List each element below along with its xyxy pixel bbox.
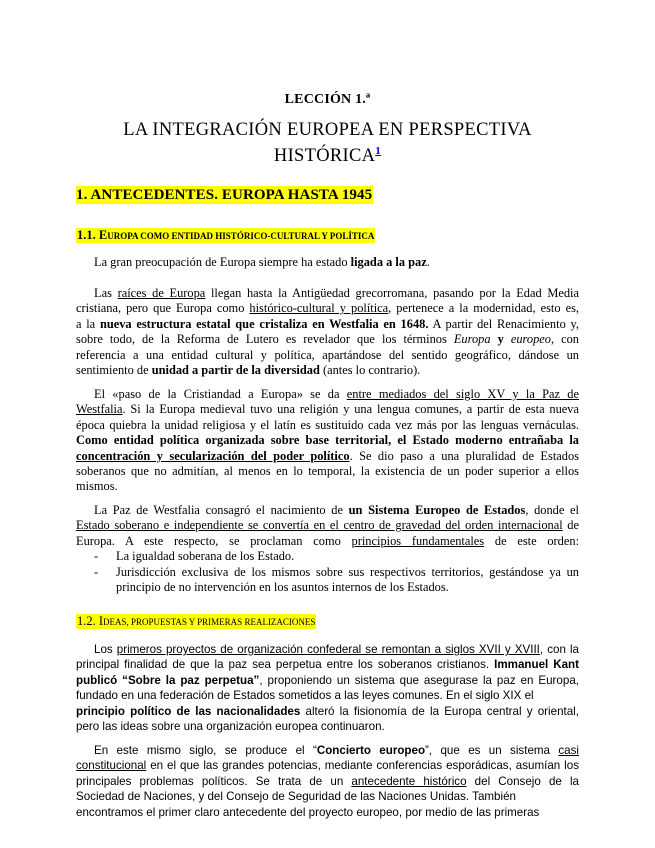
page-title xyxy=(100,120,555,166)
footnote-link[interactable]: 1 xyxy=(375,145,382,157)
document-page: LECCIÓN 1.ª LA INTEGRACIÓN EUROPEA EN PERSPECTIVA HISTÓRICA$^1$ 1. ANTECEDENTES. EUROPA HASTA 1945 1.1. EUROPA COMO ENTIDAD HISTÓRICO-CULTURAL Y POLÍTICA La gran preocupación de Europa siempre ha estado ligada a la paz. Las raíces de Europa llegan hasta la Antigüedad grecorromana, pasando por la Edad Media cristiana, pero que Europa como histórico-cultural y política, pertenece a la modernidad, esto es, a la nueva estructura estatal que cristaliza en Westfalia en 1648. A partir del Renacimiento y, sobre todo, de la Reforma de Lutero es revelador que los términos Europa y europeo, con referencia a una entidad cultural y política, apartándose del sentido geográfico, dándose un sentimiento de unidad a partir de la diversidad (antes lo contrario). El «paso de la Cristiandad a Europa» se da entre mediados del siglo XV y la Paz de Westfalia. Si la Europa medieval tuvo una religión y una lengua comunes, a partir de esta nueva época quiebra la unidad religiosa y el latín es sustituido cada vez más por las lenguas vernáculas. Como entidad política organizada sobre base territorial, el Estado moderno entrañaba la concentración y secularización del poder político. Se dio paso a una pluralidad de Estados soberanos que no admitían, al menos en lo temporal, la existencia de un poder superior a ellos mismos. La Paz de Westfalia consagró el nacimiento de un Sistema Europeo de Estados, donde el Estado soberano e independiente se convertía en el centro de gravedad del orden internacional de Europa. A este respecto, se proclaman como principios fundamentales de este orden: - La igualdad soberana de los Estado. - Jurisdicción exclusiva de los mismos sobre sus respectivos territorios, gestándose ya un principio de no intervención en los asuntos internos de los Estados. 1.2. IDEAS, PROPUESTAS Y PRIMERAS REALIZACIONES Los primeros proyectos de organización confederal se remontan a siglos XVII y XVIII, con la principal finalidad de que la paz sea perpetua entre los soberanos cristianos. Immanuel Kant publicó “Sobre la paz perpetua”, proponiendo un sistema que asegurase la paz en Europa, fundado en una federación de Estados sometidos a las leyes comunes. En el siglo XIX el principio político de las nacionalidades alteró la fisionomía de la Europa central y oriental, pero las ideas sobre una organización europea continuaron. En este mismo siglo, se produce el “Concierto europeo”, que es un sistema casi constitucional en el que las grandes potencias, mediante conferencias esporádicas, asumían los principales problemas políticos. Se trata de un antecedente histórico del Consejo de la Sociedad de Naciones, y del Consejo de Seguridad de las Naciones Unidas. También encontramos el primer claro antecedente del proyecto europeo, por medio de las primeras xyxy=(0,0,655,848)
subsection-heading-1-2: 1.2. IDEAS, PROPUESTAS Y PRIMERAS REALIZACIONES xyxy=(77,614,316,628)
subsection-heading-1-1: 1.1. EUROPA COMO ENTIDAD HISTÓRICO-CULTURAL Y POLÍTICA xyxy=(77,228,375,242)
title-line-2: HISTÓRICA xyxy=(273,146,376,167)
section-heading: 1. ANTECEDENTES. EUROPA HASTA 1945 xyxy=(76,187,373,203)
lesson-number: LECCIÓN 1.ª xyxy=(284,92,371,107)
paragraph-5: Los primeros proyectos de organización confederal se remontan a siglos XVII y XVIII, con la principal finalidad de que la paz sea perpetua entre los soberanos cristianos. Immanuel Kant publicó “Sobre la paz perpetua”, proponiendo un sistema que asegurase la paz en Europa, fundado en una federación de Estados sometidos a las leyes comunes. En el siglo XIX el principio político de las nacionalidades alteró la fisionomía de la Europa central y oriental, pero las ideas sobre una organización europea continuaron. xyxy=(76,643,580,734)
paragraph-1: La gran preocupación de Europa siempre ha estado ligada a la paz. xyxy=(94,255,430,269)
paragraph-6: En este mismo siglo, se produce el “Concierto europeo”, que es un sistema casi constitucional en el que las grandes potencias, mediante conferencias esporádicas, asumían los principales problemas políticos. Se trata de un antecedente histórico del Consejo de la Sociedad de Naciones, y del Consejo de Seguridad de las Naciones Unidas. También encontramos el primer claro antecedente del proyecto europeo, por medio de las primeras xyxy=(76,744,580,819)
title-line-1: LA INTEGRACIÓN EUROPEA EN PERSPECTIVA xyxy=(123,120,532,140)
paragraph-2: Las raíces de Europa llegan hasta la Antigüedad grecorromana, pasando por la Edad Media cristiana, pero que Europa como histórico-cultural y política, pertenece a la modernidad, esto es, a la nueva estructura estatal que cristaliza en Westfalia en 1648. A partir del Renacimiento y, sobre todo, de la Reforma de Lutero es revelador que los términos Europa y europeo, con referencia a una entidad cultural y política, apartándose del sentido geográfico, dándose un sentimiento de unidad a partir de la diversidad (antes lo contrario). xyxy=(76,286,580,378)
paragraph-3: El «paso de la Cristiandad a Europa» se da entre mediados del siglo XV y la Paz de Westfalia. Si la Europa medieval tuvo una religión y una lengua comunes, a partir de esta nueva época quiebra la unidad religiosa y el latín es sustituido cada vez más por las lenguas vernáculas. Como entidad política organizada sobre base territorial, el Estado moderno entrañaba la concentración y secularización del poder político. Se dio paso a una pluralidad de Estados soberanos que no admitían, al menos en lo temporal, la existencia de un poder superior a ellos mismos. xyxy=(76,387,579,494)
paragraph-4: La Paz de Westfalia consagró el nacimiento de un Sistema Europeo de Estados, donde el Estado soberano e independiente se convertía en el centro de gravedad del orden internacional de Europa. A este respecto, se proclaman como principios fundamentales de este orden: xyxy=(76,503,580,548)
